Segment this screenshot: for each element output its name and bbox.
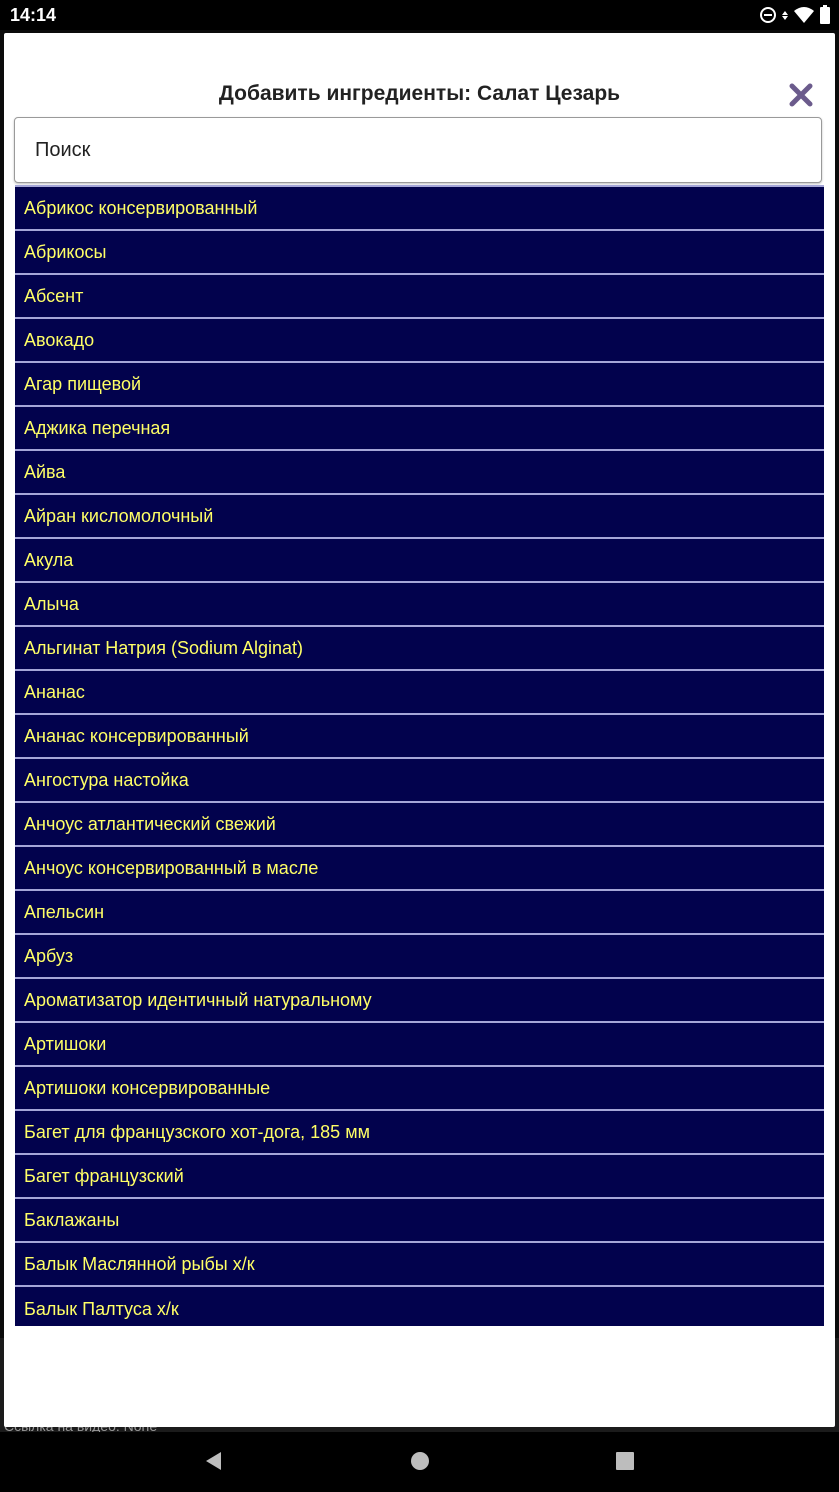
close-icon bbox=[786, 80, 816, 110]
ingredient-list-item[interactable]: Акула bbox=[15, 539, 824, 583]
ingredient-list-item[interactable]: Артишоки консервированные bbox=[15, 1067, 824, 1111]
status-bar bbox=[0, 0, 839, 30]
ingredient-list-item[interactable]: Айва bbox=[15, 451, 824, 495]
close-button[interactable] bbox=[786, 80, 816, 110]
home-icon[interactable] bbox=[409, 1450, 431, 1472]
ingredient-list-item[interactable]: Аджика перечная bbox=[15, 407, 824, 451]
ingredient-list-item[interactable]: Абсент bbox=[15, 275, 824, 319]
ingredient-list-item[interactable]: Арбуз bbox=[15, 935, 824, 979]
navigation-bar bbox=[0, 1432, 839, 1492]
ingredient-list-item[interactable]: Абрикосы bbox=[15, 231, 824, 275]
search-input[interactable] bbox=[14, 117, 822, 183]
ingredient-list-item[interactable]: Балык Маслянной рыбы х/к bbox=[15, 1243, 824, 1287]
ingredient-list-item[interactable]: Ароматизатор идентичный натуральному bbox=[15, 979, 824, 1023]
dialog-title: Добавить ингредиенты: Салат Цезарь bbox=[218, 82, 621, 105]
ingredient-list-item[interactable]: Ангостура настойка bbox=[15, 759, 824, 803]
status-icons bbox=[759, 5, 831, 25]
back-icon[interactable] bbox=[203, 1450, 225, 1472]
ingredient-list-item[interactable]: Алыча bbox=[15, 583, 824, 627]
wifi-icon bbox=[793, 6, 815, 24]
ingredient-list-item[interactable]: Ананас консервированный bbox=[15, 715, 824, 759]
ingredient-list-item[interactable]: Багет французский bbox=[15, 1155, 824, 1199]
ingredient-list-item[interactable]: Анчоус консервированный в масле bbox=[15, 847, 824, 891]
ingredient-list-item[interactable]: Багет для французского хот-дога, 185 мм bbox=[15, 1111, 824, 1155]
ingredient-list-item[interactable]: Апельсин bbox=[15, 891, 824, 935]
ingredient-list-item[interactable]: Абрикос консервированный bbox=[15, 185, 824, 231]
ingredient-list-item[interactable]: Альгинат Натрия (Sodium Alginat) bbox=[15, 627, 824, 671]
recents-icon[interactable] bbox=[614, 1450, 636, 1472]
ingredient-list-item[interactable]: Айран кисломолочный bbox=[15, 495, 824, 539]
ingredient-list[interactable] bbox=[15, 185, 824, 1326]
ingredient-list-item[interactable]: Анчоус атлантический свежий bbox=[15, 803, 824, 847]
ingredient-list-item[interactable]: Ананас bbox=[15, 671, 824, 715]
status-time: 14:14 bbox=[10, 5, 57, 25]
ingredient-list-item[interactable]: Баклажаны bbox=[15, 1199, 824, 1243]
battery-icon bbox=[819, 5, 831, 25]
signal-arrows-icon bbox=[781, 6, 789, 24]
ingredient-list-item[interactable]: Балык Палтуса х/к bbox=[15, 1287, 824, 1326]
ingredient-list-item[interactable]: Артишоки bbox=[15, 1023, 824, 1067]
add-ingredients-dialog bbox=[4, 33, 835, 1427]
ingredient-list-item[interactable]: Агар пищевой bbox=[15, 363, 824, 407]
do-not-disturb-icon bbox=[759, 6, 777, 24]
ingredient-list-item[interactable]: Авокадо bbox=[15, 319, 824, 363]
